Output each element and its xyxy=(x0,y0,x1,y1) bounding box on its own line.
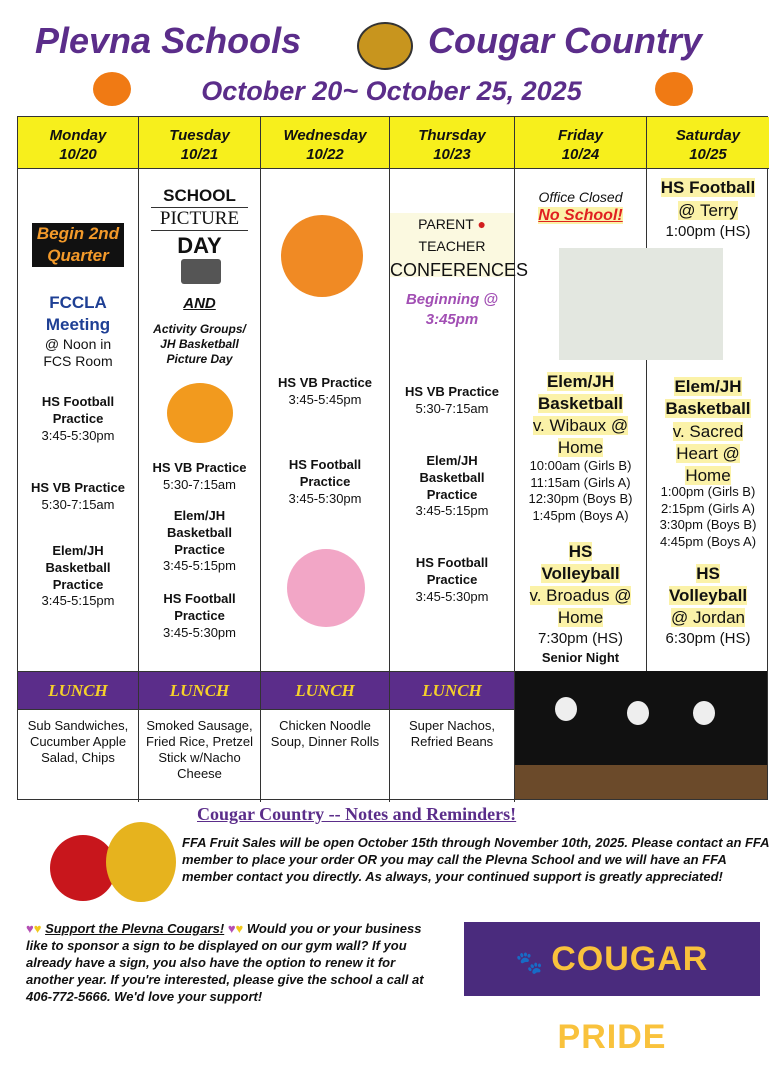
lunch-label: LUNCH xyxy=(18,672,138,710)
day-date: 10/21 xyxy=(180,146,219,163)
hearts-icon: ♥ xyxy=(235,921,244,936)
day-name: Tuesday xyxy=(169,127,230,144)
pumpkin-camera-icon xyxy=(167,383,233,443)
and-label: AND xyxy=(183,295,216,312)
conferences-time: Beginning @ 3:45pm xyxy=(405,291,499,328)
day-header xyxy=(261,117,389,169)
event-time: 1:00pm (HS) xyxy=(665,223,751,240)
picture-day-school: SCHOOL xyxy=(163,186,236,205)
picture-day-day: DAY xyxy=(177,233,222,258)
game-time: 1:00pm (Girls B) xyxy=(660,484,756,499)
cougar-logo xyxy=(357,22,413,70)
ptc-conferences: CONFERENCES xyxy=(390,260,529,280)
senior-night: Senior Night xyxy=(541,650,620,665)
event-title: Elem/JH Basketball Practice xyxy=(45,543,111,592)
lunch-thursday xyxy=(390,672,515,802)
day-date: 10/23 xyxy=(433,146,471,163)
event-title: HS Volleyball xyxy=(668,564,748,605)
lunch-menu: Super Nachos, Refried Beans xyxy=(409,718,495,749)
game-time: 4:45pm (Boys A) xyxy=(659,533,757,549)
lunch-row xyxy=(18,671,515,801)
title-right: Cougar Country xyxy=(428,20,702,61)
event-time: 5:30-7:15am xyxy=(163,477,236,492)
notes-title: Cougar Country -- Notes and Reminders! xyxy=(197,804,517,824)
picture-day-picture: PICTURE xyxy=(151,207,248,231)
day-name: Friday xyxy=(557,127,603,144)
event-title: Elem/JH Basketball Practice xyxy=(419,453,485,502)
support-title: Support the Plevna Cougars! xyxy=(45,921,225,936)
day-date: 10/20 xyxy=(59,146,97,163)
lunch-monday xyxy=(18,672,139,802)
game-times xyxy=(647,484,769,550)
event-opponent: v. Broadus @ Home xyxy=(529,586,632,627)
event-time: 3:45-5:30pm xyxy=(415,589,489,604)
day-column-wednesday xyxy=(261,117,390,671)
event-time: 3:45-5:30pm xyxy=(288,491,362,506)
sponsor-note xyxy=(26,920,446,1005)
event-title: Elem/JH Basketball xyxy=(665,377,751,418)
event-title: HS VB Practice xyxy=(278,375,372,390)
camera-icon xyxy=(181,259,221,284)
day-date: 10/22 xyxy=(306,146,344,163)
ffa-fruit-sales-note: FFA Fruit Sales will be open October 15th through November 10th, 2025. Please contact an FFA member to place your order OR you may call the Plevna School and we will have an FFA member contact you directly. As always, your continued support is greatly appreciated! xyxy=(182,835,770,884)
event-time: 3:45-5:15pm xyxy=(163,558,236,573)
day-name: Monday xyxy=(49,127,107,144)
day-column-friday xyxy=(515,117,647,671)
support-text: Would you or your business like to sponsor a sign to be displayed on our gym wall? If you already have a sign, you also have the option to renew it for another year. If you're interested, please give the school a call at 406-772-5666. We'd love your support! xyxy=(26,921,424,1004)
event-opponent: v. Sacred Heart @ Home xyxy=(672,422,744,485)
game-time: 11:15am (Girls A) xyxy=(530,474,631,490)
day-column-saturday xyxy=(647,117,769,671)
day-column-tuesday xyxy=(139,117,261,671)
event-time: 3:45-5:15pm xyxy=(415,503,489,518)
event-title: HS Football Practice xyxy=(288,457,362,489)
event-title: Elem/JH Basketball xyxy=(537,372,624,413)
hearts-icon: ♥ xyxy=(33,921,42,936)
lunch-label: LUNCH xyxy=(390,672,514,710)
fccla-detail: @ Noon in FCS Room xyxy=(43,336,113,369)
event-title: HS VB Practice xyxy=(405,384,499,399)
game-time: 1:45pm (Boys A) xyxy=(532,507,629,523)
day-name: Saturday xyxy=(675,127,741,144)
game-times xyxy=(515,458,646,524)
witch-moon-icon xyxy=(281,215,363,297)
no-school: No School! xyxy=(538,207,623,224)
event-title: HS VB Practice xyxy=(31,480,125,495)
day-header xyxy=(515,117,646,169)
day-date: 10/25 xyxy=(689,146,727,163)
lunch-wednesday xyxy=(261,672,390,802)
cougar-pride-banner xyxy=(464,922,760,1056)
lunch-label: LUNCH xyxy=(139,672,260,710)
event-title: HS Football xyxy=(660,178,756,197)
fccla-meeting: FCCLA Meeting xyxy=(45,293,111,334)
parent-teacher-conferences xyxy=(390,213,529,280)
event-time: 3:45-5:30pm xyxy=(163,625,236,640)
game-time: 12:30pm (Boys B) xyxy=(528,491,633,506)
paw-icon: 🐾 xyxy=(515,950,552,975)
event-opponent: @ Jordan xyxy=(671,608,745,627)
lunch-tuesday xyxy=(139,672,261,802)
lunch-label: LUNCH xyxy=(261,672,389,710)
game-time: 2:15pm (Girls A) xyxy=(661,500,755,516)
event-opponent: @ Terry xyxy=(678,201,738,220)
ffa-logo xyxy=(106,822,176,902)
office-closed: Office Closed xyxy=(538,189,623,205)
day-header xyxy=(18,117,138,169)
spooky-volleyball-icon xyxy=(287,549,365,627)
day-name: Thursday xyxy=(418,127,486,144)
event-time: 3:45-5:45pm xyxy=(288,392,362,407)
day-header xyxy=(647,117,769,169)
event-time: 3:45-5:15pm xyxy=(41,593,115,608)
lunch-menu: Smoked Sausage, Fried Rice, Pretzel Stick w/Nacho Cheese xyxy=(146,718,253,781)
ptc-teacher: TEACHER xyxy=(418,238,486,254)
event-time: 7:30pm (HS) xyxy=(537,630,624,647)
event-opponent: v. Wibaux @ Home xyxy=(532,416,629,457)
day-name: Wednesday xyxy=(283,127,367,144)
event-title: HS Football Practice xyxy=(163,591,236,623)
event-title: HS VB Practice xyxy=(152,460,247,475)
begin-quarter: Begin 2nd Quarter xyxy=(32,223,124,267)
hearts-icon: ♥ xyxy=(227,921,236,936)
activity-picture-day: Activity Groups/ JH Basketball Picture Day xyxy=(153,322,246,366)
ptc-parent: PARENT xyxy=(418,216,474,232)
event-title: HS Football Practice xyxy=(415,555,489,587)
date-range: October 20~ October 25, 2025 xyxy=(201,76,582,106)
day-column-thursday xyxy=(390,117,529,671)
game-time: 10:00am (Girls B) xyxy=(529,458,632,473)
event-time: 5:30-7:15am xyxy=(41,497,115,512)
event-title: Elem/JH Basketball Practice xyxy=(166,508,233,557)
day-column-monday xyxy=(18,117,139,671)
event-time: 3:45-5:30pm xyxy=(41,428,115,443)
day-header xyxy=(390,117,514,169)
event-title: HS Volleyball xyxy=(541,542,620,583)
lunch-menu: Chicken Noodle Soup, Dinner Rolls xyxy=(270,718,380,749)
title-left: Plevna Schools xyxy=(35,20,302,61)
event-time: 6:30pm (HS) xyxy=(665,630,751,647)
event-title: HS Football Practice xyxy=(41,394,115,426)
day-header xyxy=(139,117,260,169)
skeletons-eating-image xyxy=(515,671,767,799)
event-time: 5:30-7:15am xyxy=(415,401,489,416)
day-date: 10/24 xyxy=(561,146,600,163)
game-time: 3:30pm (Boys B) xyxy=(659,517,757,532)
apple-icon: ● xyxy=(477,216,486,232)
hearts-icon: ♥ xyxy=(26,921,34,936)
lunch-menu: Sub Sandwiches, Cucumber Apple Salad, Chips xyxy=(27,718,129,765)
calendar-grid xyxy=(17,116,768,800)
cougar-pride-text: COUGAR PRIDE xyxy=(551,940,709,1056)
